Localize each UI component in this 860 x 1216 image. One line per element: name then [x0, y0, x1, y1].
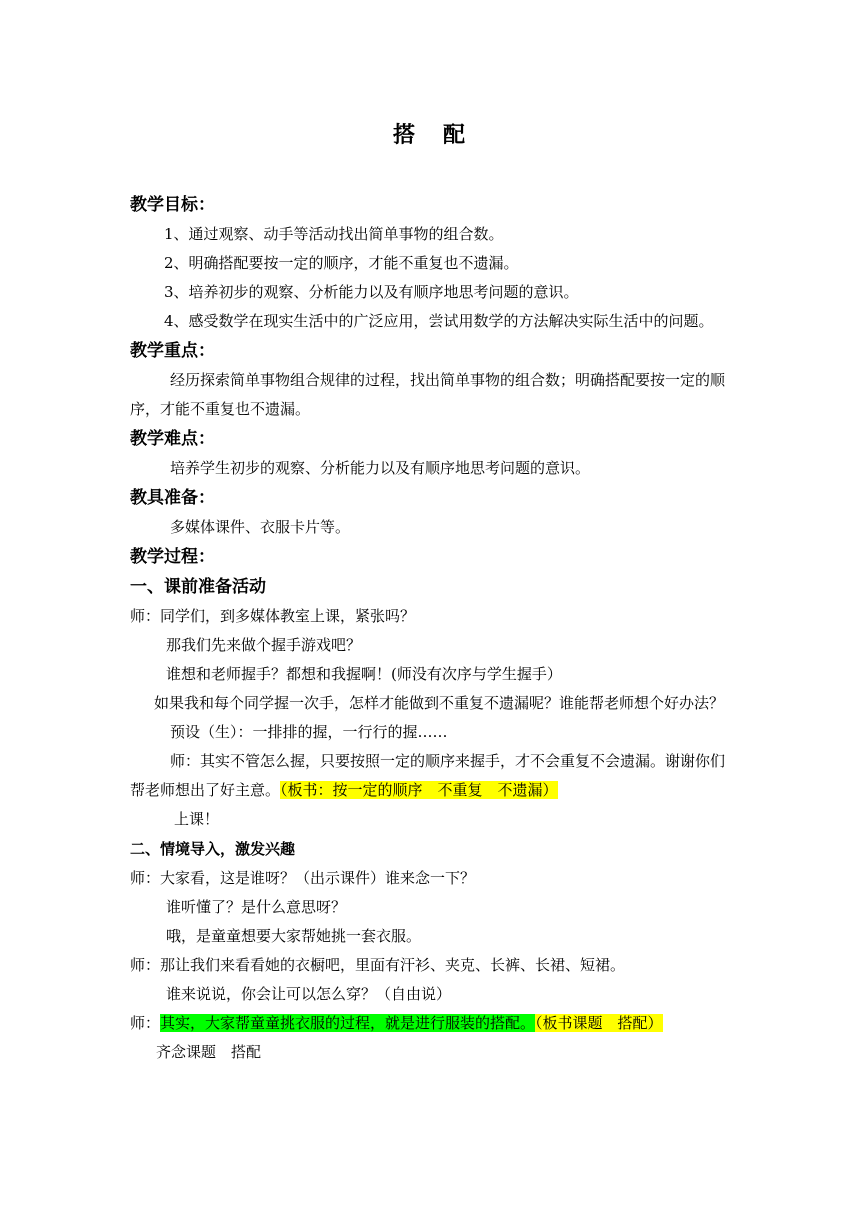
difficulty-heading: 教学难点： [130, 429, 215, 449]
dialogue-line [130, 747, 732, 805]
dialogue-text: 师： [130, 1014, 161, 1032]
process-heading: 教学过程： [130, 547, 215, 567]
title-char-1: 搭 [392, 123, 417, 148]
dialogue-line: 师：同学们，到多媒体教室上课，紧张吗？ [130, 607, 416, 625]
dialogue-line: 如果我和每个同学握一次手，怎样才能做到不重复不遗漏呢？谁能帮老师想个好办法？ [154, 694, 725, 712]
objective-item: 1、通过观察、动手等活动找出简单事物的组合数。 [164, 225, 504, 243]
objective-item: 2、明确搭配要按一定的顺序，才能不重复也不遗漏。 [164, 254, 519, 272]
document-body [130, 190, 732, 1067]
dialogue-line: 师：大家看，这是谁呀？（出示课件）谁来念一下？ [130, 869, 476, 887]
page-title [0, 118, 860, 149]
title-char-2: 配 [443, 123, 468, 148]
objective-item: 3、培养初步的观察、分析能力以及有顺序地思考问题的意识。 [164, 283, 579, 301]
dialogue-line: 师：那让我们来看看她的衣橱吧，里面有汗衫、夹克、长裤、长裙、短裙。 [130, 956, 626, 974]
dialogue-line: 预设（生）：一排排的握，一行行的握…… [170, 723, 448, 741]
part2-heading: 二、情境导入，激发兴趣 [130, 840, 296, 858]
dialogue-line: 谁来说说，你会让可以怎么穿？（自由说） [166, 985, 452, 1003]
highlighted-text: 其实，大家帮童童挑衣服的过程，就是进行服装的搭配。 [160, 1014, 536, 1032]
part1-heading: 一、课前准备活动 [130, 577, 266, 597]
dialogue-line: 谁听懂了？是什么意思呀？ [166, 898, 347, 916]
objective-item: 4、感受数学在现实生活中的广泛应用，尝试用数学的方法解决实际生活中的问题。 [164, 312, 714, 330]
difficulty-text: 培养学生初步的观察、分析能力以及有顺序地思考问题的意识。 [170, 459, 591, 477]
blackboard-note: （板书：按一定的顺序 不重复 不遗漏） [280, 781, 558, 799]
materials-heading: 教具准备： [130, 488, 215, 508]
key-points-text: 经历探索简单事物组合规律的过程，找出简单事物的组合数；明确搭配要按一定的顺序，才能不重复也不遗漏。 [130, 371, 726, 418]
key-points-heading: 教学重点： [130, 341, 215, 361]
dialogue-line: 上课！ [174, 810, 220, 828]
dialogue-line: 哦，是童童想要大家帮她挑一套衣服。 [166, 927, 422, 945]
materials-text: 多媒体课件、衣服卡片等。 [170, 518, 351, 536]
blackboard-note: （板书课题 搭配） [535, 1014, 663, 1032]
objectives-heading: 教学目标： [130, 195, 215, 215]
dialogue-line: 那我们先来做个握手游戏吧？ [166, 636, 362, 654]
dialogue-line [130, 1009, 732, 1038]
dialogue-text: 师：其实不管怎么握，只要按照一定的顺序来握手，才不会重复不会遗漏。谢谢你们帮老师想出了好主意。 [130, 752, 726, 799]
dialogue-line: 齐念课题 搭配 [156, 1043, 262, 1061]
dialogue-line: 谁想和老师握手？都想和我握啊！(师没有次序与学生握手） [166, 665, 562, 683]
